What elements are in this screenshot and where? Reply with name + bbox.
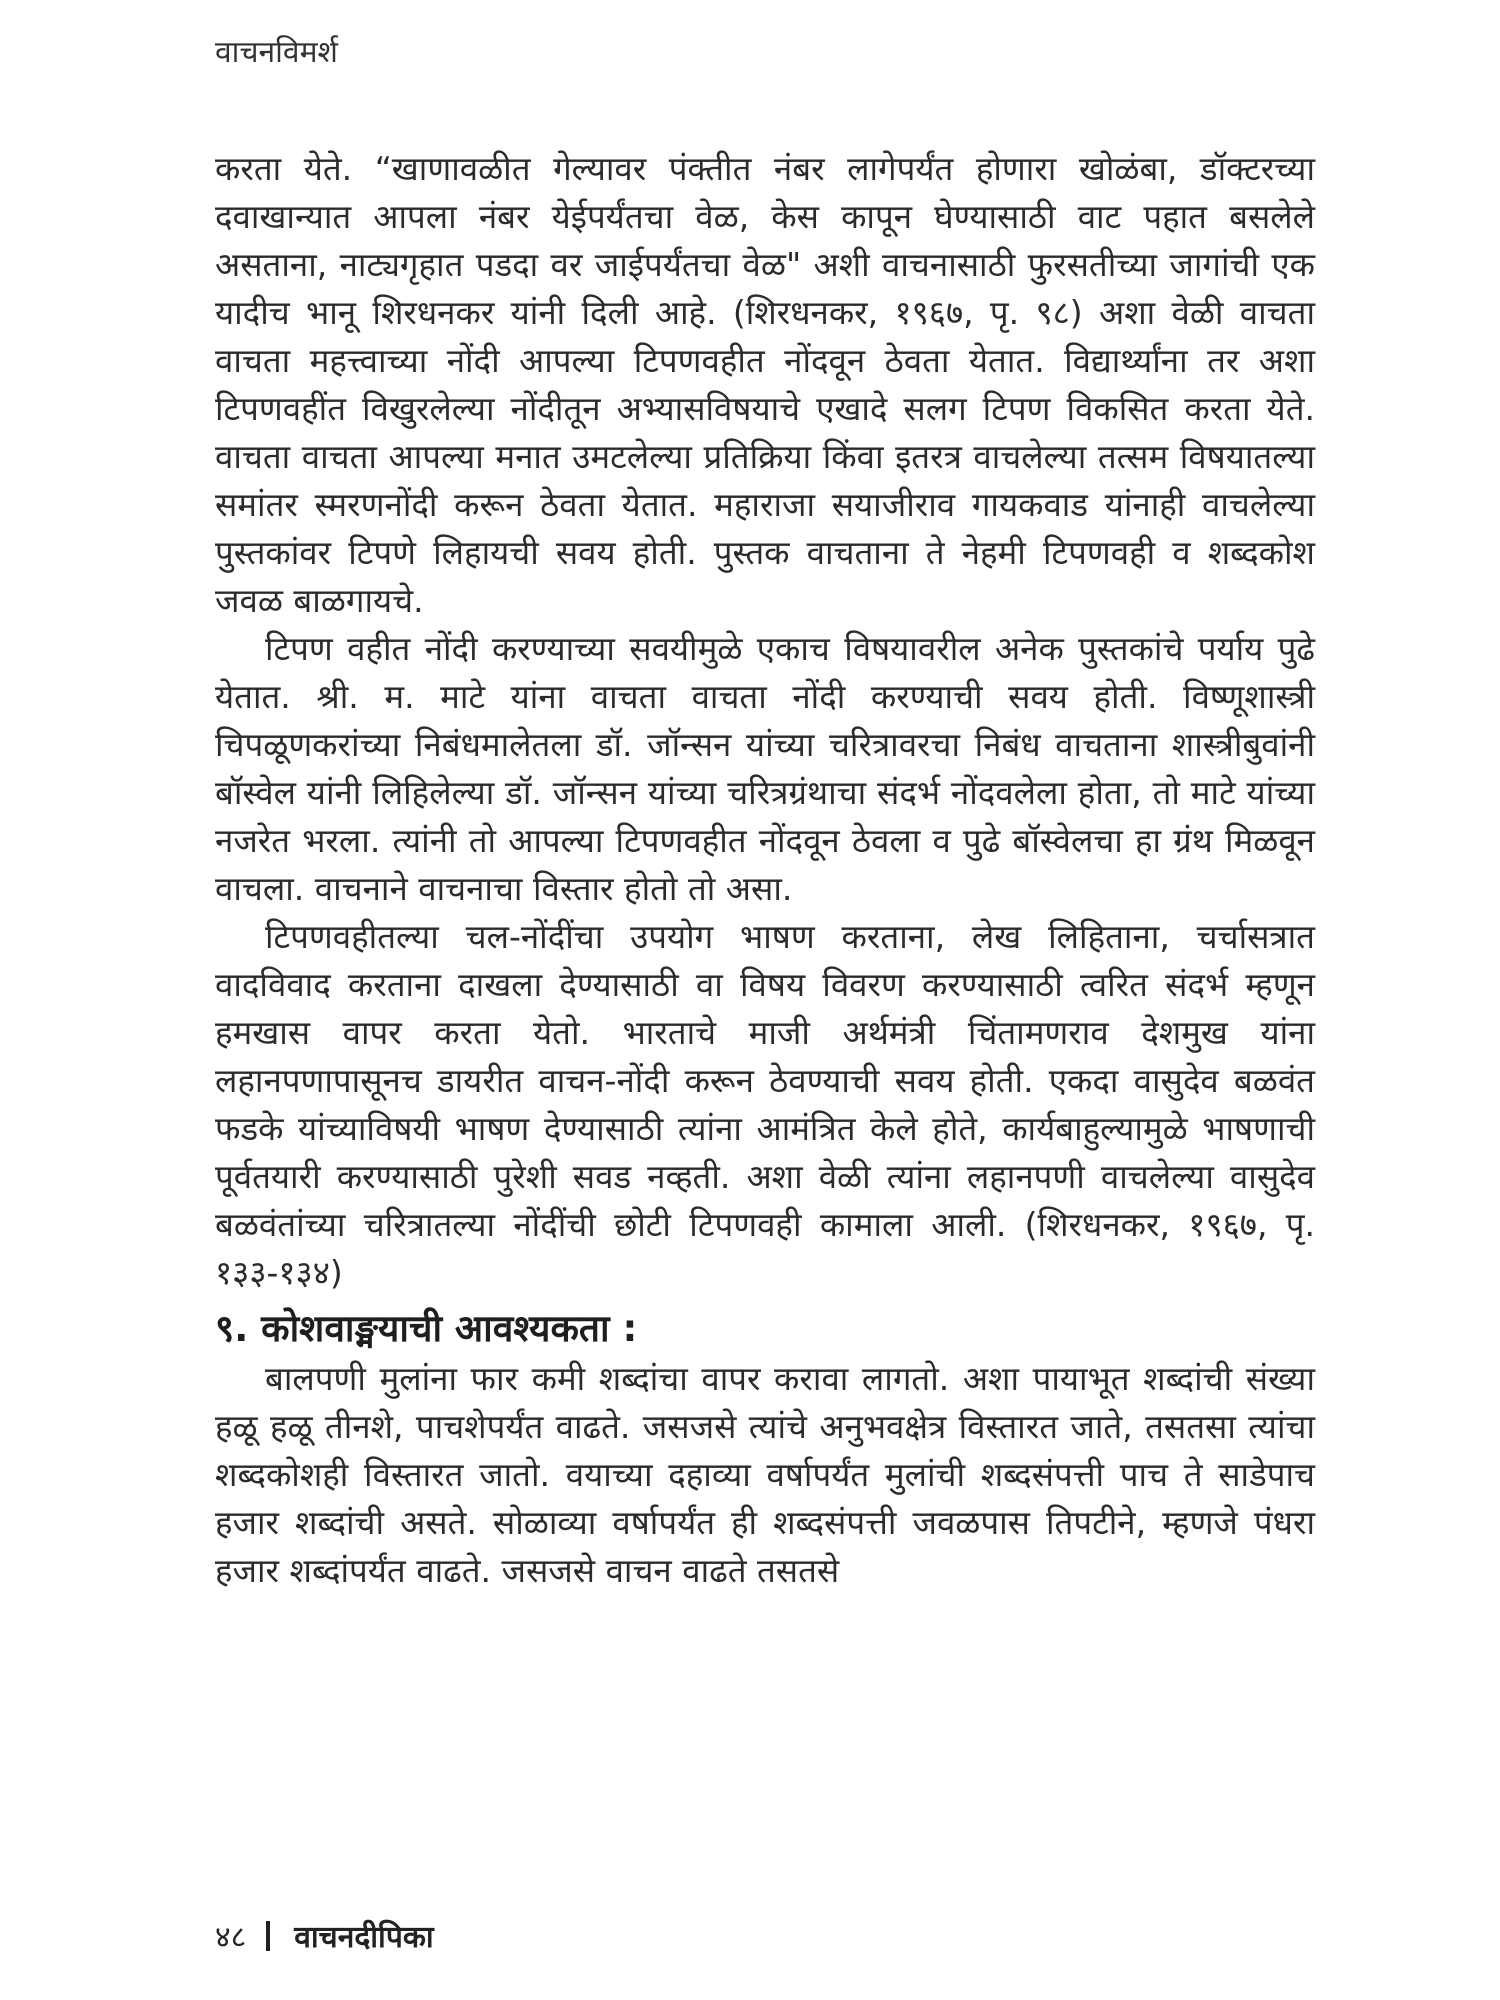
paragraph: बालपणी मुलांना फार कमी शब्दांचा वापर करावा लागतो. अशा पायाभूत शब्दांची संख्या हळू हळू तीनशे, पाचशेपर्यंत वाढते. जसजसे त्यांचे अनुभवक्षेत्र विस्तारत जाते, तसतसा त्यांचा शब्दकोशही विस्तारत जातो. वयाच्या दहाव्या वर्षापर्यंत मुलांची शब्दसंपत्ती पाच ते साडेपाच हजार शब्दांची असते. सोळाव्या वर्षापर्यंत ही शब्दसंपत्ती जवळपास तिपटीने, म्हणजे पंधरा हजार शब्दांपर्यंत वाढते. जसजसे वाचन वाढते तसतसे [215,1359,1315,1590]
running-header: वाचनविमर्श [215,35,338,70]
section-heading: ९. कोशवाङ्मयाची आवश्यकता : [215,1307,638,1350]
page-number: ४८ [215,1920,247,1955]
page-body [215,145,1315,1595]
book-title: वाचनदीपिका [294,1920,434,1955]
paragraph: करता येते. “खाणावळीत गेल्यावर पंक्तीत नंबर लागेपर्यंत होणारा खोळंबा, डॉक्टरच्या दवाखान्यात आपला नंबर येईपर्यंतचा वेळ, केस कापून घेण्यासाठी वाट पहात बसलेले असताना, नाट्यगृहात पडदा वर जाईपर्यंतचा वेळ" अशी वाचनासाठी फुरसतीच्या जागांची एक यादीच भानू शिरधनकर यांनी दिली आहे. (शिरधनकर, १९६७, पृ. ९८) अशा वेळी वाचता वाचता महत्त्वाच्या नोंदी आपल्या टिपणवहीत नोंदवून ठेवता येतात. विद्यार्थ्यांना तर अशा टिपणवहींत विखुरलेल्या नोंदीतून अभ्यासविषयाचे एखादे सलग टिपण विकसित करता येते. वाचता वाचता आपल्या मनात उमटलेल्या प्रतिक्रिया किंवा इतरत्र वाचलेल्या तत्सम विषयातल्या समांतर स्मरणनोंदी करून ठेवता येतात. महाराजा सयाजीराव गायकवाड यांनाही वाचलेल्या पुस्तकांवर टिपणे लिहायची सवय होती. पुस्तक वाचताना ते नेहमी टिपणवही व शब्दकोश जवळ बाळगायचे. [215,149,1315,620]
paragraph: टिपण वहीत नोंदी करण्याच्या सवयीमुळे एकाच विषयावरील अनेक पुस्तकांचे पर्याय पुढे येतात. श्री. म. माटे यांना वाचता वाचता नोंदी करण्याची सवय होती. विष्णूशास्त्री चिपळूणकरांच्या निबंधमालेतला डॉ. जॉन्सन यांच्या चरित्रावरचा निबंध वाचताना शास्त्रीबुवांनी बॉस्वेल यांनी लिहिलेल्या डॉ. जॉन्सन यांच्या चरित्रग्रंथाचा संदर्भ नोंदवलेला होता, तो माटे यांच्या नजरेत भरला. त्यांनी तो आपल्या टिपणवहीत नोंदवून ठेवला व पुढे बॉस्वेलचा हा ग्रंथ मिळवून वाचला. वाचनाने वाचनाचा विस्तार होतो तो असा. [215,629,1315,908]
footer-separator [266,1921,270,1951]
paragraph: टिपणवहीतल्या चल-नोंदींचा उपयोग भाषण करताना, लेख लिहिताना, चर्चासत्रात वादविवाद करताना दाखला देण्यासाठी वा विषय विवरण करण्यासाठी त्वरित संदर्भ म्हणून हमखास वापर करता येतो. भारताचे माजी अर्थमंत्री चिंतामणराव देशमुख यांना लहानपणापासूनच डायरीत वाचन-नोंदी करून ठेवण्याची सवय होती. एकदा वासुदेव बळवंत फडके यांच्याविषयी भाषण देण्यासाठी त्यांना आमंत्रित केले होते, कार्यबाहुल्यामुळे भाषणाची पूर्वतयारी करण्यासाठी पुरेशी सवड नव्हती. अशा वेळी त्यांना लहानपणी वाचलेल्या वासुदेव बळवंतांच्या चरित्रातल्या नोंदींची छोटी टिपणवही कामाला आली. (शिरधनकर, १९६७, पृ. १३३-१३४) [215,917,1315,1292]
page-footer [215,1915,434,1956]
